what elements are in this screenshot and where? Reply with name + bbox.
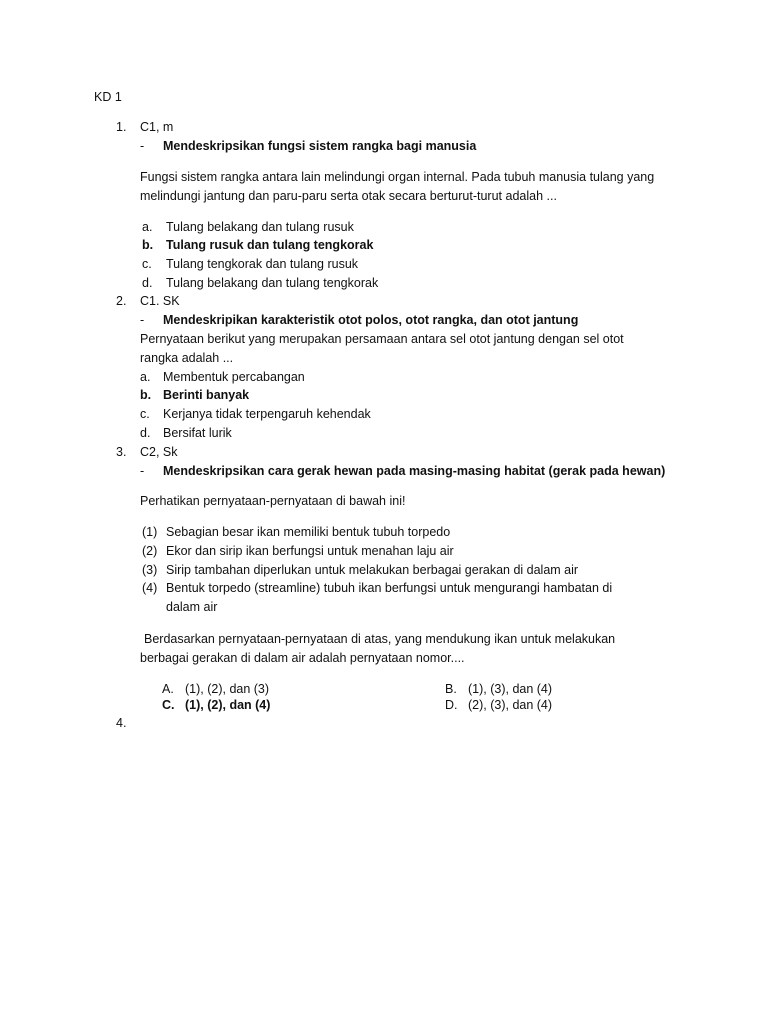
q3-number: 3. [116, 445, 127, 459]
q3-option-letter: B. [445, 682, 457, 696]
q3-question-line2: berbagai gerakan di dalam air adalah pernyataan nomor.... [140, 651, 465, 665]
q3-statement-text-cont: dalam air [166, 600, 218, 614]
q3-objective: Mendeskripsikan cara gerak hewan pada masing-masing habitat (gerak pada hewan) [163, 464, 666, 478]
q4-number: 4. [116, 716, 127, 730]
q2-option-text: Kerjanya tidak terpengaruh kehendak [163, 407, 371, 421]
q3-option-text: (1), (2), dan (3) [185, 682, 270, 696]
q3-statement-number: (2) [142, 544, 158, 558]
q3-statement-text: Bentuk torpedo (streamline) tubuh ikan berfungsi untuk mengurangi hambatan di [166, 581, 613, 595]
q3-question-line1: Berdasarkan pernyataan-pernyataan di atas, yang mendukung ikan untuk melakukan [144, 632, 616, 646]
q3-dash: - [140, 464, 145, 478]
q3-option-text-answer: (1), (2), dan (4) [185, 698, 271, 712]
q2-option-letter: a. [140, 370, 151, 384]
q2-option-text: Membentuk percabangan [163, 370, 305, 384]
q2-option-letter: d. [140, 426, 151, 440]
q3-option-letter: D. [445, 698, 458, 712]
q1-option-letter: a. [142, 220, 153, 234]
q1-option-letter: b. [142, 238, 154, 252]
q2-number: 2. [116, 294, 127, 308]
q1-option-letter: c. [142, 257, 152, 271]
q3-statement-text: Sirip tambahan diperlukan untuk melakukan berbagai gerakan di dalam air [166, 563, 579, 577]
q2-stem-line2: rangka adalah ... [140, 351, 234, 365]
q2-option-letter: c. [140, 407, 150, 421]
q1-stem-line1: Fungsi sistem rangka antara lain melindungi organ internal. Pada tubuh manusia tulang yang [140, 170, 655, 184]
q1-number: 1. [116, 120, 127, 134]
q3-statement-number: (3) [142, 563, 158, 577]
q3-option-letter: C. [162, 698, 175, 712]
q1-option-text-answer: Tulang rusuk dan tulang tengkorak [166, 238, 374, 252]
q2-option-text-answer: Berinti banyak [163, 388, 250, 402]
q3-code: C2, Sk [140, 445, 178, 459]
q1-option-letter: d. [142, 276, 153, 290]
q1-dash: - [140, 139, 145, 153]
q1-stem-line2: melindungi jantung dan paru-paru serta otak secara berturut-turut adalah ... [140, 189, 557, 203]
q2-option-text: Bersifat lurik [163, 426, 232, 440]
q2-code: C1. SK [140, 294, 180, 308]
q3-option-letter: A. [162, 682, 174, 696]
q3-statement-number: (1) [142, 525, 158, 539]
q3-statement-text: Ekor dan sirip ikan berfungsi untuk menahan laju air [166, 544, 454, 558]
q2-objective: Mendeskripikan karakteristik otot polos, otot rangka, dan otot jantung [163, 313, 579, 327]
q1-option-text: Tulang tengkorak dan tulang rusuk [166, 257, 359, 271]
q3-statement-text: Sebagian besar ikan memiliki bentuk tubuh torpedo [166, 525, 451, 539]
q2-option-letter: b. [140, 388, 152, 402]
q2-dash: - [140, 313, 145, 327]
q1-option-text: Tulang belakang dan tulang tengkorak [166, 276, 379, 290]
q2-stem-line1: Pernyataan berikut yang merupakan persamaan antara sel otot jantung dengan sel otot [140, 332, 624, 346]
q1-objective: Mendeskripsikan fungsi sistem rangka bagi manusia [163, 139, 477, 153]
q3-option-text: (1), (3), dan (4) [468, 682, 553, 696]
q1-option-text: Tulang belakang dan tulang rusuk [166, 220, 354, 234]
q3-intro: Perhatikan pernyataan-pernyataan di bawah ini! [140, 494, 406, 508]
q3-option-text: (2), (3), dan (4) [468, 698, 553, 712]
q3-statement-number: (4) [142, 581, 158, 595]
q1-code: C1, m [140, 120, 174, 134]
kd-heading: KD 1 [94, 90, 122, 104]
